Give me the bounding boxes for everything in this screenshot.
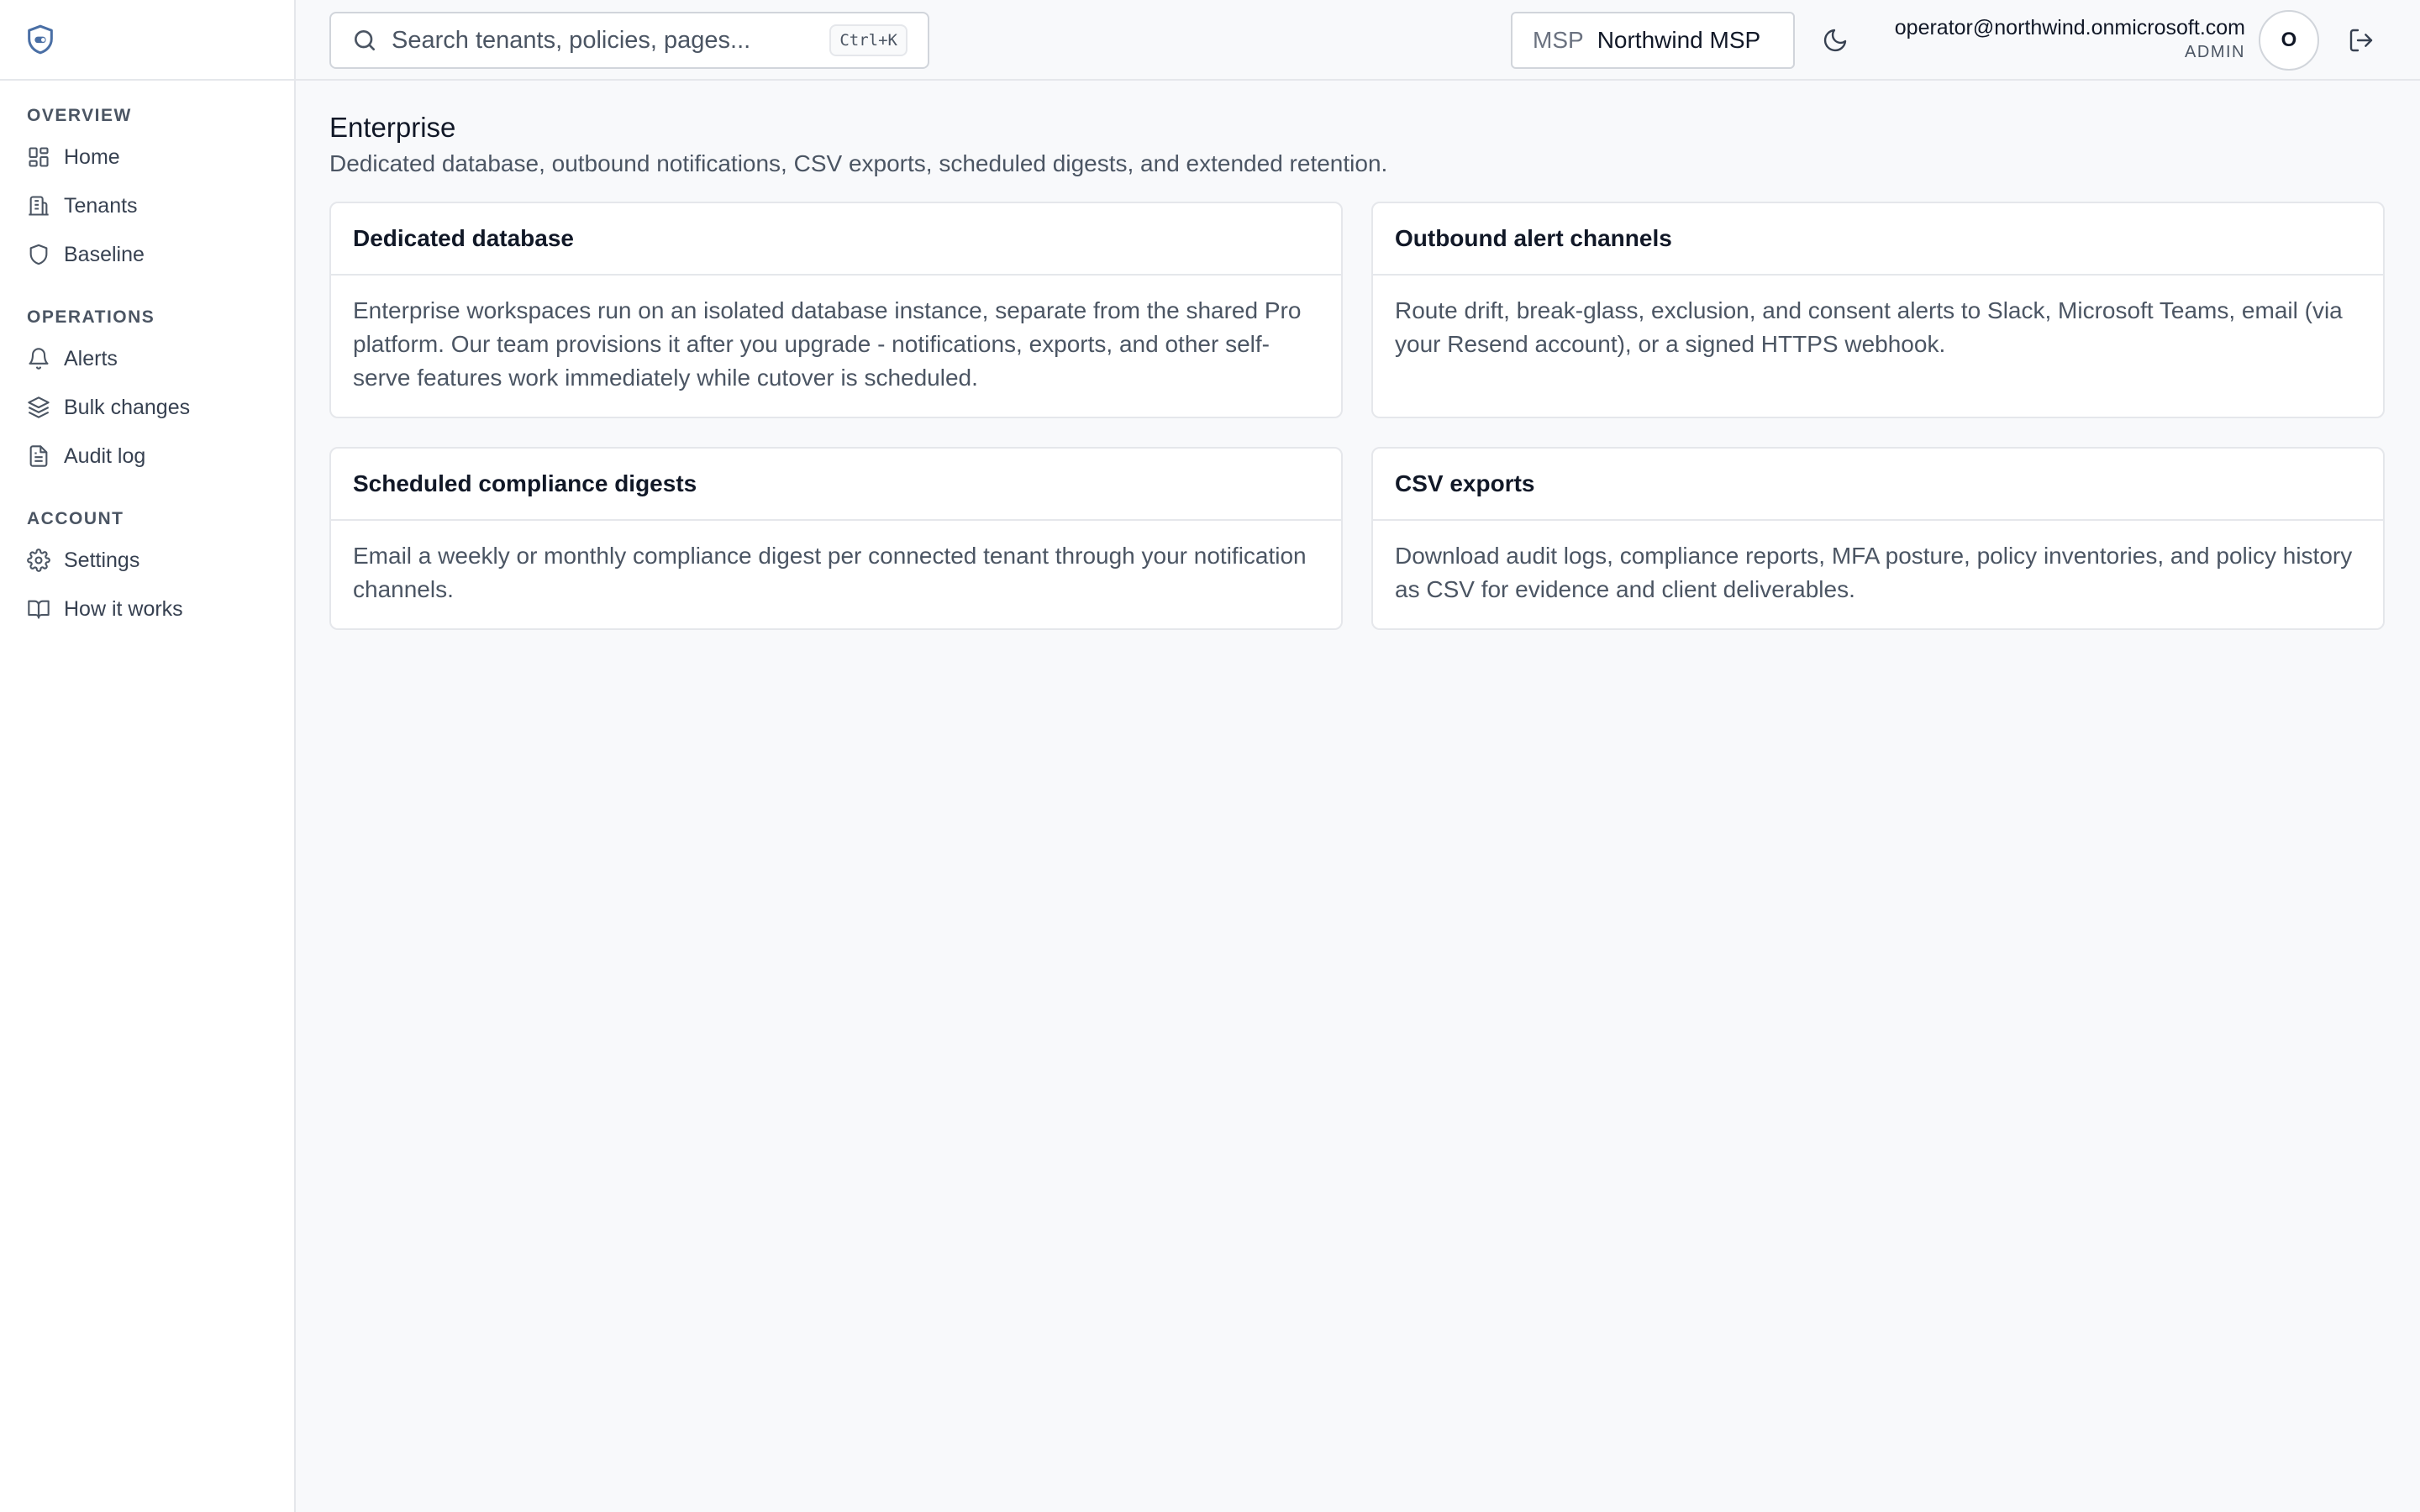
card-title: Scheduled compliance digests [331, 449, 1341, 521]
search-shortcut-badge: Ctrl+K [829, 24, 908, 56]
shield-logo-icon[interactable] [24, 23, 57, 56]
file-text-icon [27, 444, 50, 468]
card-title: CSV exports [1373, 449, 2383, 521]
card-title: Dedicated database [331, 203, 1341, 276]
org-name: Northwind MSP [1597, 27, 1761, 53]
sidebar-item-label: How it works [64, 596, 183, 621]
card-csv-exports [1371, 447, 2385, 630]
sidebar-item-home[interactable] [0, 133, 294, 181]
sidebar-item-label: Alerts [64, 346, 118, 370]
nav-heading: ACCOUNT [27, 509, 124, 528]
sidebar-item-label: Audit log [64, 444, 146, 468]
bell-icon [27, 347, 50, 370]
sidebar-item-label: Settings [64, 548, 140, 572]
logo-bar [0, 0, 294, 81]
org-tag: MSP [1533, 27, 1584, 53]
nav-heading: OVERVIEW [27, 106, 132, 125]
layers-icon [27, 396, 50, 419]
org-switcher[interactable] [1511, 12, 1795, 69]
sidebar-item-baseline[interactable] [0, 230, 294, 279]
sidebar-item-label: Baseline [64, 242, 145, 266]
shield-icon [27, 243, 50, 266]
search-icon [351, 27, 378, 54]
user-email: operator@northwind.onmicrosoft.com [1894, 16, 2245, 39]
building-icon [27, 194, 50, 218]
sidebar-item-alerts[interactable] [0, 334, 294, 383]
card-body: Route drift, break-glass, exclusion, and consent alerts to Slack, Microsoft Teams, email (via your Resend account), or a signed HTTPS webhook. [1395, 297, 2343, 357]
sidebar-item-tenants[interactable] [0, 181, 294, 230]
search-box[interactable] [329, 12, 929, 69]
user-role: ADMIN [2185, 43, 2245, 61]
sidebar-item-label: Tenants [64, 193, 138, 218]
nav-section-overview [0, 99, 294, 279]
search-input[interactable] [392, 27, 829, 55]
nav-section-account [0, 502, 294, 633]
user-info [1895, 15, 2245, 64]
avatar[interactable]: O [2259, 10, 2319, 71]
grid-icon [27, 145, 50, 169]
sidebar-nav [0, 81, 294, 633]
topbar [296, 0, 2420, 81]
book-icon [27, 597, 50, 621]
sidebar [0, 0, 296, 1512]
sidebar-item-audit-log[interactable] [0, 432, 294, 480]
nav-section-operations [0, 301, 294, 480]
card-body: Email a weekly or monthly compliance digest per connected tenant through your notification channels. [353, 543, 1307, 602]
feature-cards [329, 202, 2386, 630]
sidebar-item-how-it-works[interactable] [0, 585, 294, 633]
sidebar-item-label: Bulk changes [64, 395, 191, 419]
page-subtitle: Dedicated database, outbound notifications, CSV exports, scheduled digests, and extended retention. [329, 150, 1388, 176]
card-outbound-alert-channels [1371, 202, 2385, 418]
sidebar-item-bulk-changes[interactable] [0, 383, 294, 432]
page-title: Enterprise [329, 112, 456, 143]
card-dedicated-database [329, 202, 1343, 418]
card-title: Outbound alert channels [1373, 203, 2383, 276]
nav-heading: OPERATIONS [27, 307, 155, 327]
card-body: Enterprise workspaces run on an isolated database instance, separate from the shared Pro platform. Our team provisions it after you upgrade - notifications, exports, and other self-serve features work immediately while cutover is scheduled. [353, 297, 1302, 391]
card-scheduled-compliance-digests [329, 447, 1343, 630]
moon-icon[interactable] [1822, 27, 1849, 54]
main-content [329, 81, 2386, 630]
gear-icon [27, 549, 50, 572]
card-body: Download audit logs, compliance reports, MFA posture, policy inventories, and policy history as CSV for evidence and client deliverables. [1395, 543, 2353, 602]
logout-icon[interactable] [2348, 27, 2375, 54]
sidebar-item-label: Home [64, 144, 120, 169]
sidebar-item-settings[interactable] [0, 536, 294, 585]
